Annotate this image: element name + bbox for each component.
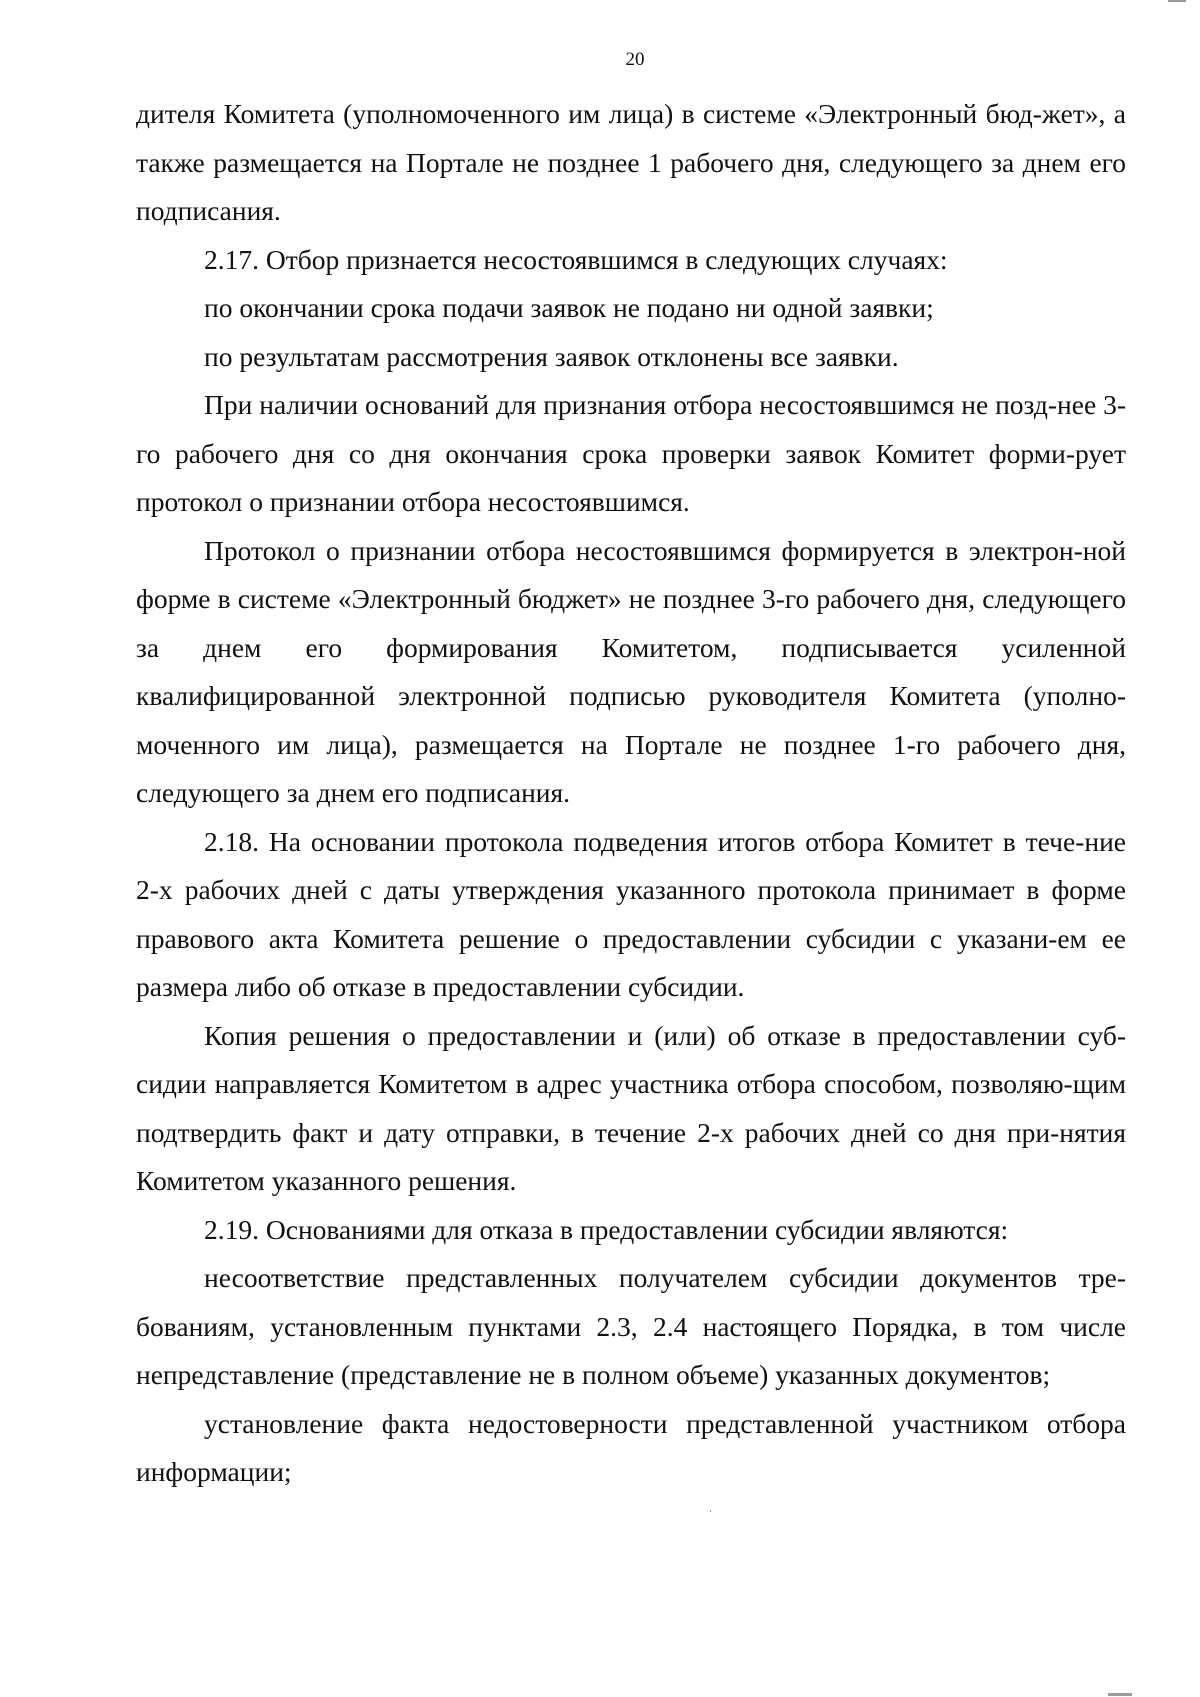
paragraph-continuation: дителя Комитета (уполномоченного им лица) в системе «Электронный бюд-жет», а также размещается на Портале не позднее 1 рабочего дня, следующего за днем его подписания. [136,98,1126,226]
paragraph-protocol-formation: При наличии оснований для признания отбора несостоявшимся не позд-нее 3-го рабочего дня со дня окончания срока проверки заявок Комитет форми-рует протокол о признании отбора несостоявшимся. [136,389,1126,517]
paragraph-2-18: 2.18. На основании протокола подведения итогов отбора Комитет в тече-ние 2-х рабочих дней с даты утверждения указанного протокола принимает в форме правового акта Комитета решение о предоставлении субсидии с указани-ем ее размера либо об отказе в предоставлении субсидии. [136,825,1126,1002]
body-text [136,90,1126,1497]
paragraph-2-19-reason-2: установление факта недостоверности представленной участником отбора информации; [136,1407,1126,1487]
scan-artifact-bottom-right [1108,1693,1132,1696]
scan-artifact-top-right [1168,0,1186,2]
paragraph-protocol-signing: Протокол о признании отбора несостоявшимся формируется в электрон-ной форме в системе «Электронный бюджет» не позднее 3-го рабочего дня, следующего за днем его формирования Комитетом, подписывается усиленной квалифицированной электронной подписью руководителя Комитета (уполно-моченного им лица), размещается на Портале не позднее 1-го рабочего дня, следующего за днем его подписания. [136,534,1126,808]
paragraph-2-19-reason-1: несоответствие представленных получателем субсидии документов тре-бованиям, установленным пунктами 2.3, 2.4 настоящего Порядка, в том числе непредставление (представление не в полном объеме) указанных документов; [136,1262,1126,1390]
paragraph-2-17-case-1: по окончании срока подачи заявок не подано ни одной заявки; [204,292,934,323]
page-number: 20 [625,49,645,70]
paragraph-2-19-heading: 2.19. Основаниями для отказа в предоставлении субсидии являются: [204,1213,1009,1245]
paragraph-2-17-case-2: по результатам рассмотрения заявок отклонены все заявки. [204,340,899,372]
paragraph-decision-copy: Копия решения о предоставлении и (или) об отказе в предоставлении суб-сидии направляется Комитетом в адрес участника отбора способом, позволяю-щим подтвердить факт и дату отправки, в течение 2-х рабочих дней со дня при-нятия Комитетом указанного решения. [136,1019,1126,1196]
paragraph-2-17-heading: 2.17. Отбор признается несостоявшимся в следующих случаях: [204,243,948,275]
scan-artifact-dot [710,1510,711,1512]
